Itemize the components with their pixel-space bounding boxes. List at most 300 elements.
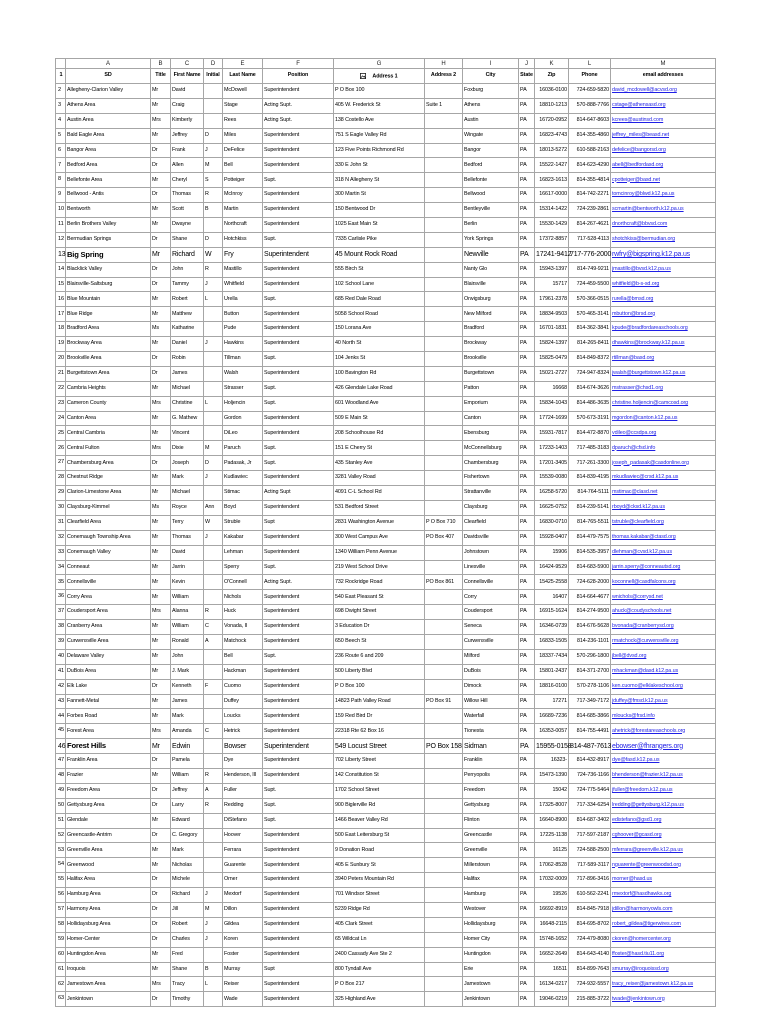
row-number: 63 [56, 992, 66, 1007]
initial-cell: R [204, 768, 223, 783]
email-link[interactable]: rurella@bmsd.org [612, 295, 654, 302]
address-1-cell: 5058 School Road [334, 307, 425, 322]
address-2-cell: PO Box 158 [425, 739, 463, 754]
email-link[interactable]: rmextorf@hasdhawks.org [612, 891, 672, 898]
email-link[interactable]: jarrin.sperry@conneautsd.org [612, 563, 681, 570]
title-cell: Dr [151, 932, 171, 947]
header-city: City [463, 69, 519, 84]
title-cell: Mrs [151, 441, 171, 456]
state-cell: PA [519, 292, 535, 307]
position-cell: Supt [263, 515, 334, 530]
zip-cell: 17225-1138 [535, 828, 569, 843]
initial-cell [204, 590, 223, 605]
email-link[interactable]: jmastillo@bvsd.k12.pa.us [612, 265, 671, 272]
table-row [56, 917, 716, 932]
initial-cell [204, 426, 223, 441]
email-link[interactable]: wnichols@corrysd.net [612, 593, 663, 600]
address-2-cell [425, 158, 463, 173]
email-link[interactable]: vdileo@ccsdpa.org [612, 429, 657, 436]
position-cell: Superintendent [263, 471, 334, 486]
phone-cell: 570-296-1800 [569, 649, 611, 664]
column-letter: F [263, 59, 334, 69]
address-2-cell [425, 188, 463, 203]
zip-cell: 16323- [535, 754, 569, 769]
sd-cell: Forbes Road [66, 709, 151, 724]
table-row [56, 158, 716, 173]
state-cell: PA [519, 902, 535, 917]
address-1-cell: 236 Route 6 and 209 [334, 649, 425, 664]
address-1-cell: 4091 C-L School Rd [334, 486, 425, 501]
email-link[interactable]: dnorthcraft@bbvsd.com [612, 221, 668, 228]
address-2-cell: PO Box 861 [425, 575, 463, 590]
address-2-cell [425, 262, 463, 277]
email-cell [611, 590, 716, 605]
header-zip: Zip [535, 69, 569, 84]
email-link[interactable]: rwfry@bigspring.k12.pa.us [612, 251, 690, 259]
position-cell: Supt. [263, 798, 334, 813]
title-cell: Mr [151, 173, 171, 188]
phone-cell: 814-647-8603 [569, 113, 611, 128]
email-cell [611, 530, 716, 545]
email-link[interactable]: cghoover@gcasd.org [612, 831, 662, 838]
table-row [56, 84, 716, 99]
title-cell: Dr [151, 277, 171, 292]
city-cell: Seneca [463, 620, 519, 635]
address-2-cell [425, 798, 463, 813]
first-name-cell: Charles [171, 932, 204, 947]
first-name-cell: William [171, 620, 204, 635]
row-number: 28 [56, 471, 66, 486]
header-address-1-label: Address 1 [372, 73, 398, 79]
phone-cell: 814-535-3957 [569, 545, 611, 560]
zip-cell: 16134-0217 [535, 977, 569, 992]
email-link[interactable]: jeffrey_miles@beasd.net [612, 131, 670, 138]
state-cell: PA [519, 247, 535, 262]
sd-cell: Brookville Area [66, 352, 151, 367]
phone-cell: 814-355-4814 [569, 173, 611, 188]
phone-cell: 724-932-5557 [569, 977, 611, 992]
table-row [56, 858, 716, 873]
initial-cell: C [204, 724, 223, 739]
email-link[interactable]: lredding@gettysburg.k12.pa.us [612, 801, 684, 808]
email-link[interactable]: tomcinroy@blwd.k12.pa.us [612, 191, 675, 198]
position-cell: Supt. [263, 232, 334, 247]
city-cell: Franklin [463, 754, 519, 769]
zip-cell: 16668 [535, 381, 569, 396]
zip-cell: 18013-5272 [535, 143, 569, 158]
email-cell [611, 337, 716, 352]
email-link[interactable]: dlehman@cvsd.k12.pa.us [612, 548, 672, 555]
last-name-cell: Ferrara [223, 843, 263, 858]
position-cell: Superintendent [263, 84, 334, 99]
email-link[interactable]: mhackman@dasd.k12.pa.us [612, 667, 679, 674]
title-cell: Mr [151, 694, 171, 709]
address-2-cell [425, 352, 463, 367]
email-link[interactable]: ken.cuomo@elklakeschool.org [612, 682, 683, 689]
picture-icon [360, 73, 366, 79]
city-cell: Connellsville [463, 575, 519, 590]
sd-cell: Greencastle-Antrim [66, 828, 151, 843]
address-1-cell: 2831 Washington Avenue [334, 515, 425, 530]
email-link[interactable]: mstrasser@chsd1.org [612, 385, 663, 392]
table-row [56, 560, 716, 575]
zip-cell: 15955-0158 [535, 739, 569, 754]
row-number: 12 [56, 232, 66, 247]
email-cell [611, 471, 716, 486]
email-link[interactable]: twade@jenkintown.org [612, 995, 665, 1002]
position-cell: Supt. [263, 813, 334, 828]
email-cell [611, 783, 716, 798]
state-cell: PA [519, 590, 535, 605]
email-link[interactable]: kpude@bradfordareaschools.org [612, 325, 688, 332]
address-1-cell: 65 Wildcat Ln [334, 932, 425, 947]
zip-cell: 16648-2115 [535, 917, 569, 932]
email-cell [611, 709, 716, 724]
email-link[interactable]: ebowser@fhrangers.org [612, 742, 683, 750]
zip-cell: 16830-0710 [535, 515, 569, 530]
address-2-cell [425, 411, 463, 426]
email-link[interactable]: mloucks@frsd.info [612, 712, 655, 719]
address-1-cell: 2400 Cassady Ave Ste 2 [334, 947, 425, 962]
table-row [56, 590, 716, 605]
initial-cell: J [204, 932, 223, 947]
address-2-cell [425, 247, 463, 262]
email-link[interactable]: rmatchock@curwensville.org [612, 638, 679, 645]
row-number: 20 [56, 352, 66, 367]
state-cell: PA [519, 932, 535, 947]
zip-cell: 16701-1831 [535, 322, 569, 337]
email-link[interactable]: mgordon@canton.k12.pa.us [612, 414, 678, 421]
last-name-cell: Whitfield [223, 277, 263, 292]
email-cell [611, 381, 716, 396]
row-number: 31 [56, 515, 66, 530]
last-name-cell: Mextorf [223, 888, 263, 903]
row-number: 24 [56, 411, 66, 426]
address-2-cell [425, 858, 463, 873]
email-cell [611, 247, 716, 262]
initial-cell: S [204, 173, 223, 188]
email-cell [611, 724, 716, 739]
city-cell: Sidman [463, 739, 519, 754]
address-2-cell [425, 620, 463, 635]
header-state: State [519, 69, 535, 84]
email-link[interactable]: jdillon@harmonyowls.com [612, 906, 673, 913]
first-name-cell: Michael [171, 486, 204, 501]
city-cell: Coudersport [463, 605, 519, 620]
phone-cell: 814-755-4491 [569, 724, 611, 739]
phone-cell: 814-371-2700 [569, 664, 611, 679]
last-name-cell: Pude [223, 322, 263, 337]
email-cell [611, 500, 716, 515]
zip-cell: 18834-9503 [535, 307, 569, 322]
sd-cell: Jenkintown [66, 992, 151, 1007]
position-cell: Superintendent [263, 605, 334, 620]
city-cell: Bedford [463, 158, 519, 173]
zip-cell: 16915-1624 [535, 605, 569, 620]
email-link[interactable]: rtillman@basd.org [612, 355, 655, 362]
address-1-cell: 138 Costello Ave [334, 113, 425, 128]
phone-cell: 814-362-3841 [569, 322, 611, 337]
row-number: 11 [56, 218, 66, 233]
sd-cell: Delaware Valley [66, 649, 151, 664]
title-cell: Mr [151, 530, 171, 545]
email-cell [611, 277, 716, 292]
city-cell: Greenville [463, 843, 519, 858]
table-row [56, 664, 716, 679]
email-link[interactable]: scmartin@bentworth.k12.pa.us [612, 206, 684, 213]
email-link[interactable]: robert_gildea@tigerwires.com [612, 921, 681, 928]
address-2-cell [425, 813, 463, 828]
sd-cell: Bald Eagle Area [66, 128, 151, 143]
row-number: 42 [56, 679, 66, 694]
initial-cell [204, 84, 223, 99]
initial-cell [204, 739, 223, 754]
first-name-cell: Terry [171, 515, 204, 530]
last-name-cell: Reiser [223, 977, 263, 992]
email-link[interactable]: jfuller@freedom.k12.pa.us [612, 787, 673, 794]
email-link[interactable]: bvonada@cranberrysd.org [612, 623, 674, 630]
address-1-cell: 3 Education Dr [334, 620, 425, 635]
email-cell [611, 322, 716, 337]
email-link[interactable]: mbutton@brsd.org [612, 310, 656, 317]
address-2-cell [425, 292, 463, 307]
sd-cell: Curwensville Area [66, 634, 151, 649]
row-number: 10 [56, 203, 66, 218]
initial-cell [204, 411, 223, 426]
email-cell [611, 411, 716, 426]
email-cell [611, 232, 716, 247]
position-cell: Superintendent [263, 203, 334, 218]
table-row [56, 828, 716, 843]
email-link[interactable]: koconnell@casdfalcons.org [612, 578, 676, 585]
sd-cell: Blairsville-Saltsburg [66, 277, 151, 292]
header-phone: Phone [569, 69, 611, 84]
city-cell: Bellefonte [463, 173, 519, 188]
title-cell: Mr [151, 84, 171, 99]
position-cell: Superintendent [263, 843, 334, 858]
table-row [56, 932, 716, 947]
position-cell: Supt [263, 962, 334, 977]
email-link[interactable]: jwalsh@burgettstown.k12.pa.us [612, 370, 686, 377]
state-cell: PA [519, 888, 535, 903]
position-cell: Superintendent [263, 634, 334, 649]
email-link[interactable]: whitfield@b-s-sd.org [612, 280, 660, 287]
email-link[interactable]: joseph_padasak@casdonline.org [612, 459, 689, 466]
email-link[interactable]: dparuch@cfsd.info [612, 444, 656, 451]
email-link[interactable]: smurray@iroquoissd.org [612, 965, 669, 972]
email-link[interactable]: nguarente@greenwoodsd.org [612, 861, 681, 868]
email-link[interactable]: bhenderson@frazier.k12.pa.us [612, 772, 683, 779]
initial-cell: B [204, 962, 223, 977]
email-link[interactable]: kcrees@austinsd.com [612, 117, 664, 124]
initial-cell [204, 352, 223, 367]
email-link[interactable]: abell@bedfordasd.org [612, 161, 664, 168]
address-2-cell [425, 560, 463, 575]
email-link[interactable]: ckoren@homercenter.org [612, 936, 671, 942]
row-number: 56 [56, 888, 66, 903]
sd-cell: Huntingdon Area [66, 947, 151, 962]
first-name-cell: J. Mark [171, 664, 204, 679]
zip-cell: 19526 [535, 888, 569, 903]
last-name-cell: Hotchkiss [223, 232, 263, 247]
email-link[interactable]: christine.holjencin@camcosd.org [612, 399, 689, 406]
state-cell: PA [519, 843, 535, 858]
row-number: 52 [56, 828, 66, 843]
column-letter: D [204, 59, 223, 69]
phone-cell: 814-685-3866 [569, 709, 611, 724]
state-cell: PA [519, 500, 535, 515]
phone-cell: 724-947-8324 [569, 366, 611, 381]
email-link[interactable]: tstruble@clearfield.org [612, 519, 664, 526]
email-link[interactable]: shotchkiss@bermudian.org [612, 236, 675, 243]
sd-cell: Cranberry Area [66, 620, 151, 635]
sd-cell: Bangor Area [66, 143, 151, 158]
table-row [56, 292, 716, 307]
email-link[interactable]: dye@fasd.k12.pa.us [612, 757, 660, 764]
email-link[interactable]: cstage@athensasd.org [612, 102, 666, 109]
table-row [56, 486, 716, 501]
phone-cell: 814-839-4195 [569, 471, 611, 486]
address-1-cell: 45 Mount Rock Road [334, 247, 425, 262]
table-row [56, 441, 716, 456]
zip-cell: 17271 [535, 694, 569, 709]
first-name-cell: Dixie [171, 441, 204, 456]
title-cell: Dr [151, 873, 171, 888]
zip-cell: 16823-4743 [535, 128, 569, 143]
state-cell: PA [519, 664, 535, 679]
first-name-cell: William [171, 768, 204, 783]
position-cell: Superintendent [263, 277, 334, 292]
sd-cell: Brockway Area [66, 337, 151, 352]
email-link[interactable]: dhawkins@brockway.k12.pa.us [612, 340, 685, 347]
state-cell: PA [519, 98, 535, 113]
position-cell: Superintendent [263, 143, 334, 158]
email-link[interactable]: ahetrick@forestareaschools.org [612, 727, 686, 734]
email-cell [611, 292, 716, 307]
email-link[interactable]: morner@hasd.us [612, 876, 653, 883]
row-number: 62 [56, 977, 66, 992]
zip-cell: 16424-9529 [535, 560, 569, 575]
title-cell: Mrs [151, 396, 171, 411]
phone-cell: 724-659-5820 [569, 84, 611, 99]
zip-cell: 15748-1652 [535, 932, 569, 947]
state-cell: PA [519, 277, 535, 292]
address-2-cell [425, 724, 463, 739]
title-cell: Mr [151, 813, 171, 828]
sd-cell: Clearfield Area [66, 515, 151, 530]
state-cell: PA [519, 262, 535, 277]
email-link[interactable]: ffoster@hasd.tiu11.org [612, 950, 664, 957]
email-link[interactable]: rboyd@cksd.k12.pa.us [612, 504, 665, 511]
email-link[interactable]: jduffey@fmsd.k12.pa.us [612, 697, 668, 704]
last-name-cell: Potteiger [223, 173, 263, 188]
last-name-cell: Bell [223, 158, 263, 173]
first-name-cell: Michele [171, 873, 204, 888]
email-link[interactable]: tracy_reiser@jamestown.k12.pa.us [612, 980, 694, 987]
email-link[interactable]: jbell@dvsd.org [612, 653, 647, 660]
title-cell: Mr [151, 98, 171, 113]
email-cell [611, 545, 716, 560]
table-row [56, 262, 716, 277]
address-1-cell: P O Box 217 [334, 977, 425, 992]
email-link[interactable]: thomas.kakabar@ctasd.org [612, 533, 676, 540]
address-1-cell: 102 School Lane [334, 277, 425, 292]
column-letter: E [223, 59, 263, 69]
email-link[interactable]: cpotteiger@basd.net [612, 176, 660, 183]
initial-cell [204, 366, 223, 381]
zip-cell: 15717 [535, 277, 569, 292]
position-cell: Superintendent [263, 366, 334, 381]
table-row [56, 679, 716, 694]
first-name-cell: Amanda [171, 724, 204, 739]
address-2-cell [425, 873, 463, 888]
email-link[interactable]: edistefano@gsd1.org [612, 816, 662, 823]
email-link[interactable]: mstimac@clasd.net [612, 489, 658, 496]
email-link[interactable]: david_mcdowell@acvsd.org [612, 87, 677, 94]
first-name-cell: Pamela [171, 754, 204, 769]
city-cell: Erie [463, 962, 519, 977]
email-link[interactable]: mferrara@greenville.k12.pa.us [612, 846, 683, 853]
zip-cell: 16125 [535, 843, 569, 858]
phone-cell: 814-664-4677 [569, 590, 611, 605]
position-cell: Superintendent [263, 620, 334, 635]
position-cell: Supt. [263, 381, 334, 396]
city-cell: Strattanville [463, 486, 519, 501]
state-cell: PA [519, 530, 535, 545]
last-name-cell: Nichols [223, 590, 263, 605]
position-cell: Superintendent [263, 128, 334, 143]
address-1-cell: P O Box 100 [334, 84, 425, 99]
position-cell: Acting Supt [263, 486, 334, 501]
city-cell: Freedom [463, 783, 519, 798]
last-name-cell: Henderson, III [223, 768, 263, 783]
table-row [56, 888, 716, 903]
title-cell: Dr [151, 262, 171, 277]
initial-cell: W [204, 247, 223, 262]
title-cell: Mr [151, 634, 171, 649]
sd-cell: Homer-Center [66, 932, 151, 947]
email-cell [611, 992, 716, 1007]
first-name-cell: Kevin [171, 575, 204, 590]
state-cell: PA [519, 917, 535, 932]
address-1-cell: 1702 School Street [334, 783, 425, 798]
last-name-cell: Rees [223, 113, 263, 128]
position-cell: Superintendent [263, 247, 334, 262]
city-cell: Davidsville [463, 530, 519, 545]
email-link[interactable]: ahuck@coudyschools.net [612, 608, 672, 615]
email-link[interactable]: defelice@bangorsd.org [612, 146, 666, 153]
row-number: 48 [56, 768, 66, 783]
city-cell: Homer City [463, 932, 519, 947]
last-name-cell: Gildea [223, 917, 263, 932]
address-2-cell [425, 754, 463, 769]
last-name-cell: Padasak, Jr [223, 456, 263, 471]
last-name-cell: DiLeo [223, 426, 263, 441]
last-name-cell: Guarente [223, 858, 263, 873]
initial-cell: J [204, 471, 223, 486]
title-cell: Mr [151, 486, 171, 501]
row-number: 14 [56, 262, 66, 277]
sd-cell: Bellefonte Area [66, 173, 151, 188]
address-2-cell [425, 500, 463, 515]
last-name-cell: Bell [223, 649, 263, 664]
city-cell: DuBois [463, 664, 519, 679]
position-cell: Superintendent [263, 426, 334, 441]
email-link[interactable]: mkudlawiec@crsd.k12.pa.us [612, 474, 679, 481]
initial-cell [204, 113, 223, 128]
table-row [56, 754, 716, 769]
initial-cell: M [204, 441, 223, 456]
